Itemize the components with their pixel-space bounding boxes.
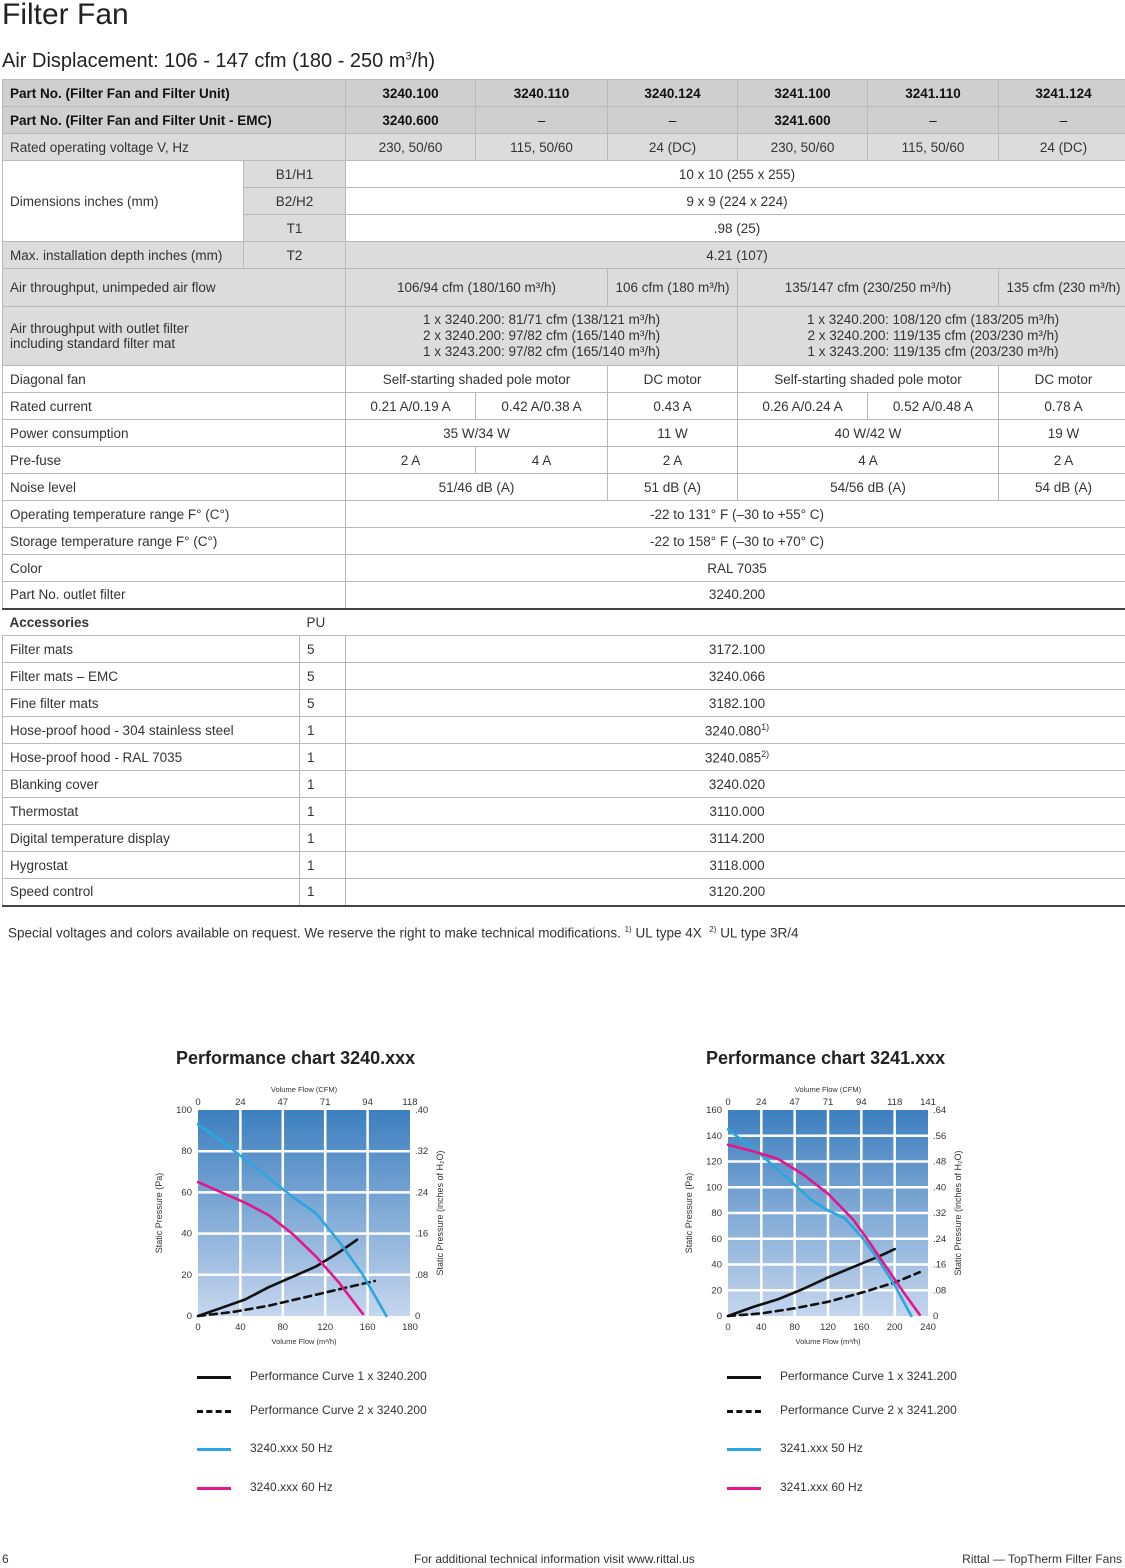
x-axis-label: Volume Flow (m³/h) xyxy=(271,1337,337,1346)
x-tick-label: 40 xyxy=(235,1322,246,1333)
dim-value: .98 (25) xyxy=(346,215,1125,242)
footnote xyxy=(8,925,798,941)
subtitle-suffix: /h) xyxy=(411,50,435,72)
outlet-label-line: Air throughput with outlet filter xyxy=(10,321,189,336)
legend-label: Performance Curve 1 x 3240.200 xyxy=(250,1369,427,1383)
y2-tick-label: 0 xyxy=(933,1311,939,1322)
accessory-name: Speed control xyxy=(3,879,300,906)
x2-axis-label: Volume Flow (CFM) xyxy=(270,1085,338,1094)
accessory-part-no: 3120.200 xyxy=(708,884,766,900)
outlet-label xyxy=(3,307,346,366)
x-tick-label: 180 xyxy=(402,1322,418,1333)
part-no-cell: 3241.124 xyxy=(999,80,1125,107)
fuse-cell: 4 A xyxy=(476,447,608,474)
y2-tick-label: .24 xyxy=(415,1187,429,1199)
depth-label: Max. installation depth inches (mm) xyxy=(3,242,244,269)
legend-label: 3241.xxx 50 Hz xyxy=(780,1441,863,1455)
table-row xyxy=(3,798,1125,825)
part-no-emc-cell: 3241.600 xyxy=(738,107,868,134)
row-outlet-filter xyxy=(3,582,1125,609)
accessories-label: Accessories xyxy=(3,609,300,636)
outlet-left-line: 1 x 3243.200: 97/82 cfm (165/140 m³/h) xyxy=(422,344,661,359)
legend-swatch xyxy=(197,1487,231,1490)
accessory-pu: 1 xyxy=(300,717,346,744)
row-color xyxy=(3,555,1125,582)
legend-label: 3240.xxx 50 Hz xyxy=(250,1441,333,1455)
row-current xyxy=(3,393,1125,420)
y2-tick-label: .40 xyxy=(933,1182,947,1194)
table-row xyxy=(3,744,1125,771)
x2-tick-label: 118 xyxy=(887,1097,903,1108)
x-tick-label: 0 xyxy=(725,1322,731,1333)
x2-tick-label: 0 xyxy=(725,1097,731,1108)
x2-tick-label: 47 xyxy=(277,1097,289,1108)
legend-3241 xyxy=(727,1369,1027,1506)
accessories-header-blank xyxy=(346,609,1125,636)
row-part-no-emc xyxy=(3,107,1125,134)
y2-tick-label: .08 xyxy=(933,1285,947,1297)
x2-tick-label: 118 xyxy=(402,1097,418,1108)
current-cell: 0.78 A xyxy=(999,393,1125,420)
accessory-part-no: 3182.100 xyxy=(708,695,766,711)
y-tick-label: 60 xyxy=(711,1233,722,1245)
row-st-temp xyxy=(3,528,1125,555)
x2-tick-label: 24 xyxy=(235,1097,246,1108)
x-tick-label: 120 xyxy=(820,1322,836,1333)
airflow-cell: 106 cfm (180 m³/h) xyxy=(608,269,738,307)
part-no-emc-cell: – xyxy=(608,107,738,134)
accessory-part-no: 3240.080 xyxy=(704,723,762,739)
accessory-pu: 1 xyxy=(300,771,346,798)
footnote-ul-1: UL type 4X xyxy=(635,925,702,941)
dim-value: 4.21 (107) xyxy=(346,242,1125,269)
y-tick-label: 0 xyxy=(186,1311,192,1322)
dim-value: 9 x 9 (224 x 224) xyxy=(346,188,1125,215)
dim-code: B1/H1 xyxy=(244,161,346,188)
accessory-name: Digital temperature display xyxy=(3,825,300,852)
footer-center-text: For additional technical information visit www.rittal.us xyxy=(414,1552,695,1566)
row-dim-b1 xyxy=(3,161,1125,188)
part-no-cell: 3240.124 xyxy=(608,80,738,107)
subtitle-prefix: Air Displacement: 106 - 147 cfm (180 - 250 m xyxy=(2,50,406,72)
y2-tick-label: 0 xyxy=(415,1311,421,1322)
fuse-cell: 4 A xyxy=(738,447,999,474)
row-op-temp xyxy=(3,501,1125,528)
power-cell: 40 W/42 W xyxy=(738,420,999,447)
outlet-right-line: 2 x 3240.200: 119/135 cfm (203/230 m³/h) xyxy=(807,328,1059,343)
x-tick-label: 160 xyxy=(359,1322,376,1333)
dim-code: T1 xyxy=(244,215,346,242)
row-depth xyxy=(3,242,1125,269)
table-row xyxy=(3,852,1125,879)
accessory-part-no: 3240.020 xyxy=(708,776,766,792)
accessory-name: Blanking cover xyxy=(3,771,300,798)
op-temp-cell: -22 to 131° F (–30 to +55° C) xyxy=(346,501,1125,528)
power-cell: 19 W xyxy=(999,420,1125,447)
part-no-emc-cell: – xyxy=(999,107,1125,134)
voltage-cell: 230, 50/60 xyxy=(346,134,476,161)
accessory-part xyxy=(346,852,1125,879)
y-tick-label: 20 xyxy=(181,1269,192,1281)
dim-code: B2/H2 xyxy=(244,188,346,215)
legend-label: 3240.xxx 60 Hz xyxy=(250,1480,333,1494)
y2-tick-label: .56 xyxy=(933,1130,947,1142)
table-row xyxy=(3,690,1125,717)
part-no-emc-cell: 3240.600 xyxy=(346,107,476,134)
accessory-part-no: 3240.066 xyxy=(708,668,766,684)
row-accessories-header xyxy=(3,609,1125,636)
accessory-name: Hose-proof hood - RAL 7035 xyxy=(3,744,300,771)
row-outlet-throughput xyxy=(3,307,1125,366)
x-tick-label: 160 xyxy=(853,1322,870,1333)
voltage-cell: 115, 50/60 xyxy=(476,134,608,161)
voltage-cell: 24 (DC) xyxy=(999,134,1125,161)
y2-tick-label: .08 xyxy=(415,1269,429,1281)
st-temp-cell: -22 to 158° F (–30 to +70° C) xyxy=(346,528,1125,555)
fan-cell: Self-starting shaded pole motor xyxy=(738,366,999,393)
color-label: Color xyxy=(3,555,346,582)
part-no-emc-cell: – xyxy=(868,107,999,134)
accessory-pu: 5 xyxy=(300,663,346,690)
x-tick-label: 40 xyxy=(756,1322,767,1333)
y-tick-label: 20 xyxy=(711,1285,722,1297)
accessory-part-no: 3110.000 xyxy=(709,803,765,819)
legend-label: Performance Curve 2 x 3240.200 xyxy=(250,1403,427,1417)
part-no-label: Part No. (Filter Fan and Filter Unit) xyxy=(3,80,346,107)
op-temp-label: Operating temperature range F° (C°) xyxy=(3,501,346,528)
x2-tick-label: 94 xyxy=(362,1097,373,1108)
outlet-right-cell xyxy=(738,307,1125,366)
accessory-part-no: 3114.200 xyxy=(709,830,765,846)
row-airflow xyxy=(3,269,1125,307)
x2-tick-label: 94 xyxy=(856,1097,867,1108)
part-no-cell: 3241.110 xyxy=(868,80,999,107)
y-tick-label: 40 xyxy=(181,1228,192,1240)
accessory-pu: 5 xyxy=(300,690,346,717)
current-cell: 0.42 A/0.38 A xyxy=(476,393,608,420)
outlet-left-line: 1 x 3240.200: 81/71 cfm (138/121 m³/h) xyxy=(422,312,661,327)
y-axis-label: Static Pressure (Pa) xyxy=(154,1172,164,1254)
voltage-cell: 230, 50/60 xyxy=(738,134,868,161)
part-no-cell: 3241.100 xyxy=(738,80,868,107)
legend-swatch xyxy=(727,1487,761,1490)
chart-title-3241: Performance chart 3241.xxx xyxy=(706,1048,946,1068)
accessory-name: Thermostat xyxy=(3,798,300,825)
current-cell: 0.21 A/0.19 A xyxy=(346,393,476,420)
accessory-name: Fine filter mats xyxy=(3,690,300,717)
accessory-part xyxy=(346,798,1125,825)
outlet-filter-label: Part No. outlet filter xyxy=(3,582,346,609)
x2-tick-label: 141 xyxy=(920,1097,936,1108)
accessory-pu: 1 xyxy=(300,744,346,771)
y-tick-label: 100 xyxy=(176,1105,192,1116)
accessory-part xyxy=(346,771,1125,798)
pu-label: PU xyxy=(300,609,346,636)
page-title: Filter Fan xyxy=(2,0,129,31)
legend-label: Performance Curve 2 x 3241.200 xyxy=(780,1403,957,1417)
row-noise xyxy=(3,474,1125,501)
airflow-cell: 106/94 cfm (180/160 m³/h) xyxy=(346,269,608,307)
legend-swatch xyxy=(197,1448,231,1451)
accessory-part-no: 3118.000 xyxy=(709,857,765,873)
outlet-filter-cell: 3240.200 xyxy=(346,582,1125,609)
accessory-part xyxy=(346,879,1125,906)
noise-cell: 54 dB (A) xyxy=(999,474,1125,501)
fan-label: Diagonal fan xyxy=(3,366,346,393)
y-tick-label: 160 xyxy=(706,1105,722,1116)
row-fuse xyxy=(3,447,1125,474)
footer-right-text: Rittal — TopTherm Filter Fans xyxy=(962,1552,1122,1566)
y-tick-label: 40 xyxy=(711,1259,722,1271)
accessory-name: Hose-proof hood - 304 stainless steel xyxy=(3,717,300,744)
y2-axis-label: Static Pressure (inches of H₂O) xyxy=(953,1150,963,1276)
y2-tick-label: .16 xyxy=(415,1228,429,1240)
fuse-cell: 2 A xyxy=(608,447,738,474)
y2-tick-label: .32 xyxy=(933,1208,947,1219)
y-tick-label: 120 xyxy=(706,1156,722,1168)
spec-table xyxy=(2,79,1125,907)
part-no-cell: 3240.110 xyxy=(476,80,608,107)
noise-label: Noise level xyxy=(3,474,346,501)
fan-cell: DC motor xyxy=(608,366,738,393)
y2-tick-label: .40 xyxy=(415,1105,429,1116)
accessory-pu: 5 xyxy=(300,636,346,663)
noise-cell: 54/56 dB (A) xyxy=(738,474,999,501)
subtitle-sup: 3 xyxy=(405,50,412,63)
voltage-label: Rated operating voltage V, Hz xyxy=(3,134,346,161)
current-cell: 0.43 A xyxy=(608,393,738,420)
row-power xyxy=(3,420,1125,447)
table-row xyxy=(3,717,1125,744)
legend-swatch xyxy=(197,1410,231,1413)
fan-cell: Self-starting shaded pole motor xyxy=(346,366,608,393)
row-voltage xyxy=(3,134,1125,161)
y2-tick-label: .16 xyxy=(933,1259,947,1271)
power-cell: 11 W xyxy=(608,420,738,447)
page-subtitle xyxy=(2,50,435,73)
y2-tick-label: .48 xyxy=(933,1156,947,1168)
accessory-part xyxy=(346,636,1125,663)
accessory-pu: 1 xyxy=(300,852,346,879)
outlet-label-line: including standard filter mat xyxy=(10,336,176,351)
table-row xyxy=(3,636,1125,663)
y-tick-label: 80 xyxy=(181,1146,192,1158)
airflow-cell: 135/147 cfm (230/250 m³/h) xyxy=(738,269,999,307)
airflow-label: Air throughput, unimpeded air flow xyxy=(3,269,346,307)
outlet-right-line: 1 x 3243.200: 119/135 cfm (203/230 m³/h) xyxy=(807,344,1059,359)
table-row xyxy=(3,771,1125,798)
accessory-name: Hygrostat xyxy=(3,852,300,879)
dim-value: 10 x 10 (255 x 255) xyxy=(346,161,1125,188)
fuse-cell: 2 A xyxy=(999,447,1125,474)
noise-cell: 51/46 dB (A) xyxy=(346,474,608,501)
y-tick-label: 140 xyxy=(706,1130,722,1142)
x-tick-label: 120 xyxy=(317,1322,334,1333)
x-tick-label: 0 xyxy=(195,1322,201,1333)
legend-3240 xyxy=(197,1369,497,1506)
performance-chart-3241 xyxy=(670,1072,990,1352)
y2-tick-label: .24 xyxy=(933,1233,947,1245)
x2-tick-label: 24 xyxy=(756,1097,767,1108)
airflow-cell: 135 cfm (230 m³/h) xyxy=(999,269,1125,307)
legend-swatch xyxy=(727,1410,761,1413)
x2-tick-label: 71 xyxy=(822,1097,834,1108)
chart-title-3240: Performance chart 3240.xxx xyxy=(176,1048,416,1068)
fuse-label: Pre-fuse xyxy=(3,447,346,474)
accessory-name: Filter mats – EMC xyxy=(3,663,300,690)
power-label: Power consumption xyxy=(3,420,346,447)
fan-cell: DC motor xyxy=(999,366,1125,393)
accessory-part xyxy=(346,663,1125,690)
accessory-pu: 1 xyxy=(300,879,346,906)
color-cell: RAL 7035 xyxy=(346,555,1125,582)
accessory-part xyxy=(346,744,1125,771)
accessory-pu: 1 xyxy=(300,825,346,852)
outlet-left-cell xyxy=(346,307,738,366)
outlet-left-line: 2 x 3240.200: 97/82 cfm (165/140 m³/h) xyxy=(422,328,661,343)
current-cell: 0.52 A/0.48 A xyxy=(868,393,999,420)
part-no-emc-label: Part No. (Filter Fan and Filter Unit - EMC) xyxy=(3,107,346,134)
x-tick-label: 240 xyxy=(920,1322,936,1333)
accessory-pu: 1 xyxy=(300,798,346,825)
legend-swatch xyxy=(727,1376,761,1379)
accessory-name: Filter mats xyxy=(3,636,300,663)
legend-swatch xyxy=(197,1376,231,1379)
legend-label: Performance Curve 1 x 3241.200 xyxy=(780,1369,957,1383)
accessory-part xyxy=(346,825,1125,852)
accessory-part xyxy=(346,690,1125,717)
y-axis-label: Static Pressure (Pa) xyxy=(684,1172,694,1254)
noise-cell: 51 dB (A) xyxy=(608,474,738,501)
x-axis-label: Volume Flow (m³/h) xyxy=(795,1337,861,1346)
x2-tick-label: 71 xyxy=(319,1097,331,1108)
x-tick-label: 80 xyxy=(789,1322,800,1333)
x-tick-label: 200 xyxy=(886,1322,903,1333)
y-tick-label: 80 xyxy=(711,1208,722,1219)
y2-tick-label: .64 xyxy=(933,1105,947,1116)
accessory-part xyxy=(346,717,1125,744)
table-row xyxy=(3,663,1125,690)
x2-tick-label: 0 xyxy=(195,1097,201,1108)
voltage-cell: 24 (DC) xyxy=(608,134,738,161)
x2-tick-label: 47 xyxy=(789,1097,800,1108)
footer-page-number: 6 xyxy=(2,1552,9,1566)
y2-axis-label: Static Pressure (inches of H₂O) xyxy=(435,1150,445,1276)
row-part-no xyxy=(3,80,1125,107)
fuse-cell: 2 A xyxy=(346,447,476,474)
current-cell: 0.26 A/0.24 A xyxy=(738,393,868,420)
st-temp-label: Storage temperature range F° (C°) xyxy=(3,528,346,555)
y-tick-label: 0 xyxy=(716,1311,722,1322)
y2-tick-label: .32 xyxy=(415,1146,429,1158)
voltage-cell: 115, 50/60 xyxy=(868,134,999,161)
accessory-footnote: 2) xyxy=(761,748,770,759)
y-tick-label: 60 xyxy=(181,1187,192,1199)
x2-axis-label: Volume Flow (CFM) xyxy=(794,1085,862,1094)
footnote-sup-2: 2) xyxy=(709,925,717,934)
accessory-footnote: 1) xyxy=(761,721,770,732)
accessory-part-no: 3240.085 xyxy=(704,750,762,766)
performance-chart-3240 xyxy=(130,1072,460,1352)
outlet-right-line: 1 x 3240.200: 108/120 cfm (183/205 m³/h) xyxy=(806,312,1060,327)
legend-swatch xyxy=(727,1448,761,1451)
plot-area xyxy=(198,1110,410,1316)
footnote-ul-2: UL type 3R/4 xyxy=(720,925,799,941)
dimensions-label: Dimensions inches (mm) xyxy=(3,161,244,242)
power-cell: 35 W/34 W xyxy=(346,420,608,447)
x-tick-label: 80 xyxy=(277,1322,289,1333)
table-row xyxy=(3,825,1125,852)
y-tick-label: 100 xyxy=(706,1182,722,1194)
part-no-emc-cell: – xyxy=(476,107,608,134)
part-no-cell: 3240.100 xyxy=(346,80,476,107)
legend-label: 3241.xxx 60 Hz xyxy=(780,1480,863,1494)
accessory-part-no: 3172.100 xyxy=(708,641,766,657)
footnote-text: Special voltages and colors available on request. We reserve the right to make technical modifications. xyxy=(8,925,621,941)
footnote-sup-1: 1) xyxy=(624,925,632,934)
table-row xyxy=(3,879,1125,906)
current-label: Rated current xyxy=(3,393,346,420)
dim-code: T2 xyxy=(244,242,346,269)
row-fan xyxy=(3,366,1125,393)
